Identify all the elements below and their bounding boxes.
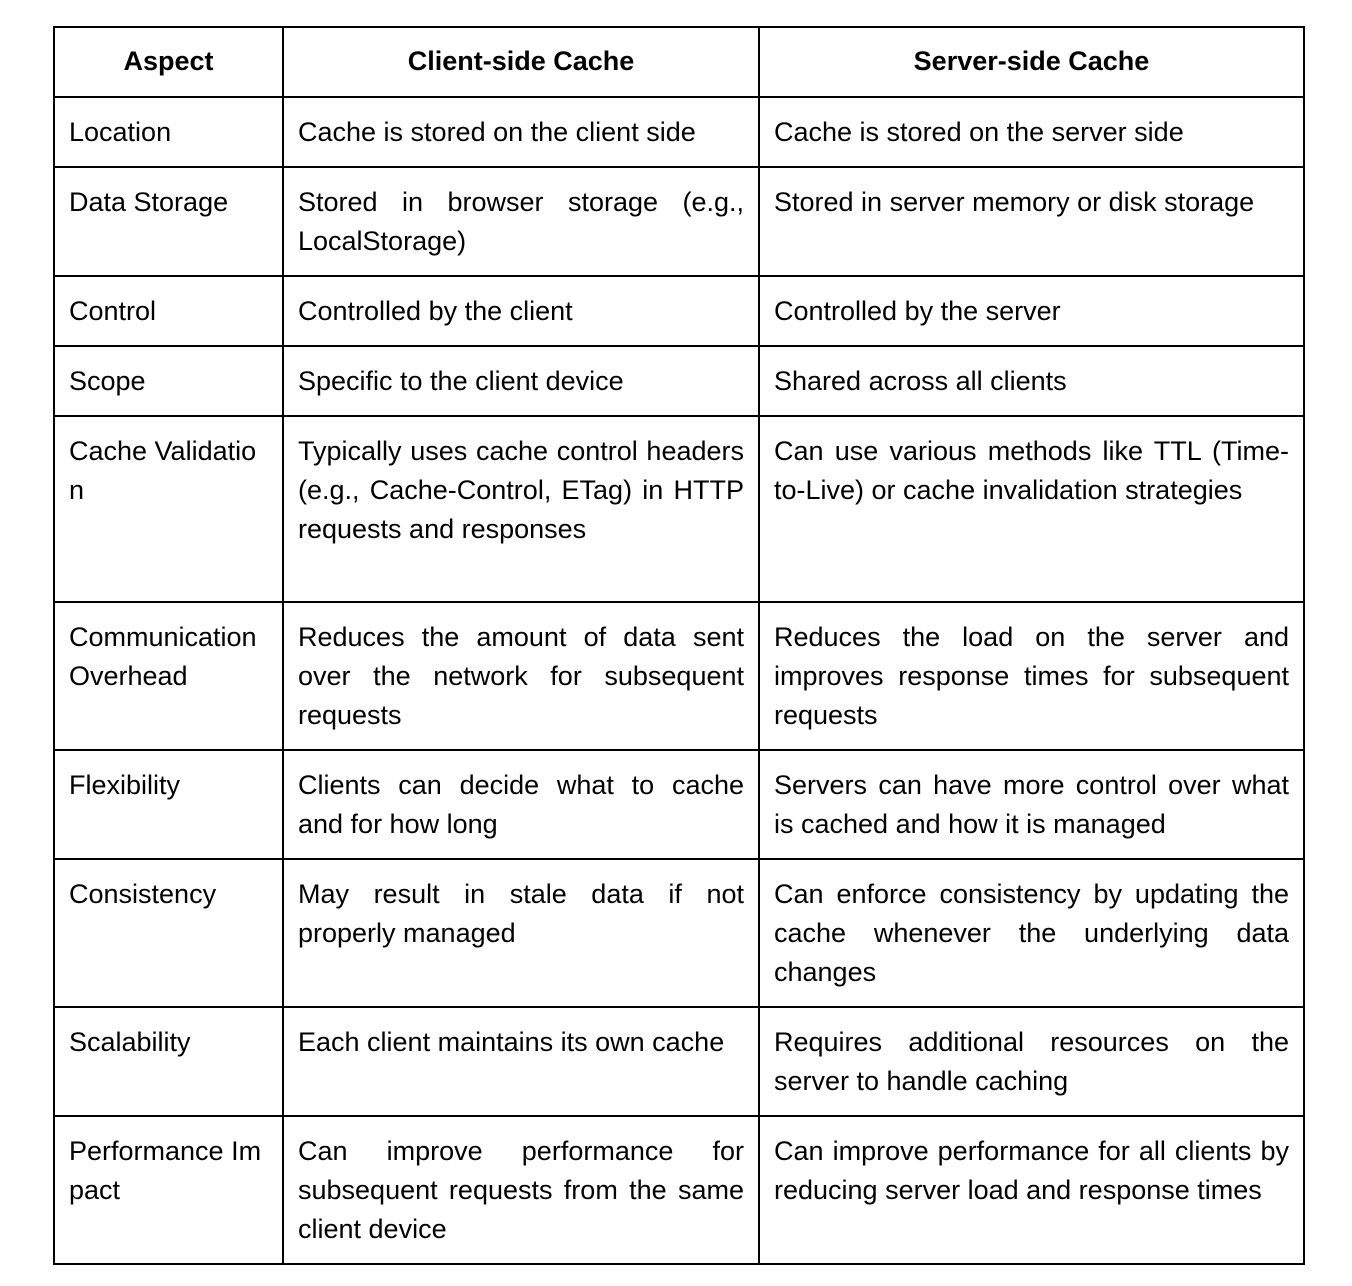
client-cell: Cache is stored on the client side: [283, 97, 759, 167]
table-row: [54, 346, 1304, 416]
server-cell: Requires additional resources on the server to handle caching: [759, 1007, 1304, 1116]
client-cell: Specific to the client device: [283, 346, 759, 416]
client-cell: Controlled by the client: [283, 276, 759, 346]
header-aspect: Aspect: [54, 27, 283, 97]
table-row: [54, 602, 1304, 750]
aspect-cell: Control: [54, 276, 283, 346]
table-row: [54, 750, 1304, 859]
server-cell: Reduces the load on the server and improves response times for subsequent requests: [759, 602, 1304, 750]
aspect-cell: Scope: [54, 346, 283, 416]
header-client-side-cache: Client-side Cache: [283, 27, 759, 97]
client-cell: Each client maintains its own cache: [283, 1007, 759, 1116]
server-cell: Cache is stored on the server side: [759, 97, 1304, 167]
client-cell: Reduces the amount of data sent over the network for subsequent requests: [283, 602, 759, 750]
server-cell: Stored in server memory or disk storage: [759, 167, 1304, 276]
table-row: [54, 1116, 1304, 1264]
client-cell: May result in stale data if not properly managed: [283, 859, 759, 1007]
client-cell: Clients can decide what to cache and for how long: [283, 750, 759, 859]
aspect-cell: Cache Validation: [54, 416, 283, 602]
table-row: [54, 276, 1304, 346]
server-cell: Controlled by the server: [759, 276, 1304, 346]
header-server-side-cache: Server-side Cache: [759, 27, 1304, 97]
server-cell: Can use various methods like TTL (Time-to-Live) or cache invalidation strategies: [759, 416, 1304, 602]
aspect-cell: Data Storage: [54, 167, 283, 276]
client-cell: Typically uses cache control headers (e.g., Cache-Control, ETag) in HTTP requests and responses: [283, 416, 759, 602]
aspect-cell: Communication Overhead: [54, 602, 283, 750]
client-cell: Can improve performance for subsequent requests from the same client device: [283, 1116, 759, 1264]
table-row: [54, 416, 1304, 602]
client-cell: Stored in browser storage (e.g., LocalStorage): [283, 167, 759, 276]
comparison-table: [53, 26, 1305, 1265]
server-cell: Can improve performance for all clients by reducing server load and response times: [759, 1116, 1304, 1264]
aspect-cell: Location: [54, 97, 283, 167]
aspect-cell: Performance Impact: [54, 1116, 283, 1264]
table-row: [54, 167, 1304, 276]
table-row: [54, 97, 1304, 167]
server-cell: Can enforce consistency by updating the cache whenever the underlying data changes: [759, 859, 1304, 1007]
server-cell: Shared across all clients: [759, 346, 1304, 416]
header-row: [54, 27, 1304, 97]
table-row: [54, 1007, 1304, 1116]
aspect-cell: Consistency: [54, 859, 283, 1007]
aspect-cell: Scalability: [54, 1007, 283, 1116]
table-row: [54, 859, 1304, 1007]
server-cell: Servers can have more control over what is cached and how it is managed: [759, 750, 1304, 859]
aspect-cell: Flexibility: [54, 750, 283, 859]
